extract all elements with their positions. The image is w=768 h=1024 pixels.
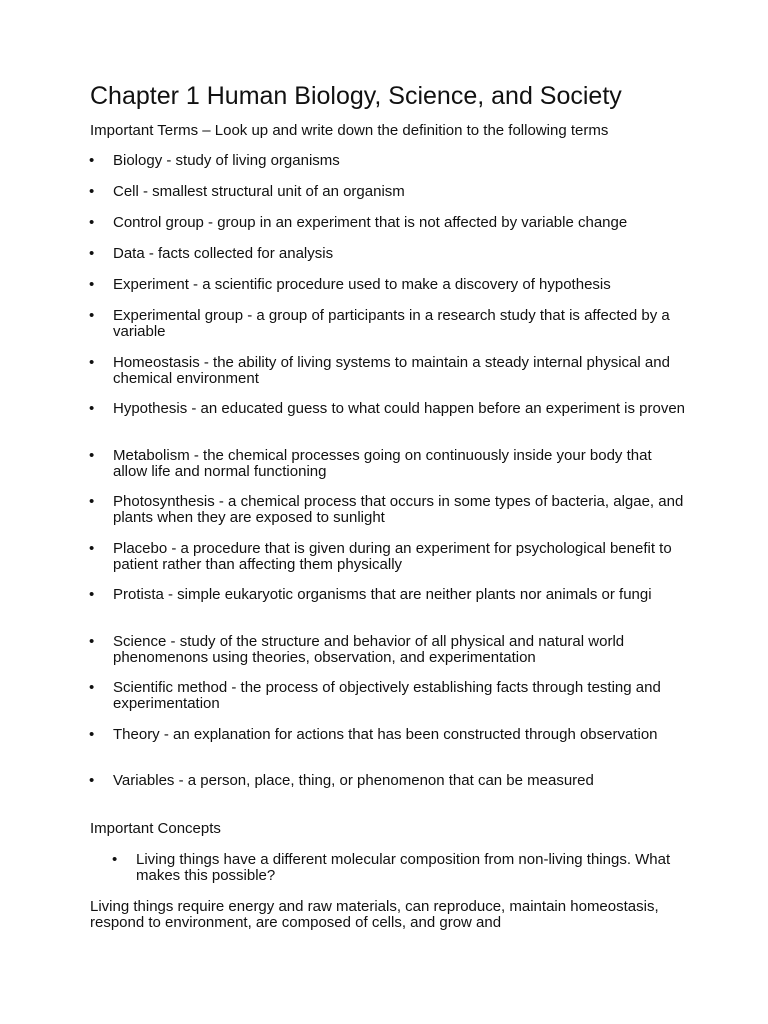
term-text: Protista - simple eukaryotic organisms that are neither plants nor animals or fungi (113, 586, 652, 603)
bullet-icon: • (89, 354, 95, 371)
bullet-icon: • (89, 400, 95, 417)
bullet-icon: • (89, 245, 95, 262)
bullet-icon: • (89, 493, 95, 510)
bullet-icon: • (89, 586, 95, 603)
term-text: Biology - study of living organisms (113, 152, 340, 169)
bullet-icon: • (89, 214, 95, 231)
bullet-icon: • (89, 679, 95, 696)
bullet-icon: • (112, 851, 118, 868)
concept-question: Living things have a different molecular composition from non-living things. What makes this possible? (136, 851, 671, 884)
answer-paragraph: Living things require energy and raw materials, can reproduce, maintain homeostasis, respond to environment, are composed of cells, and grow and (90, 898, 659, 931)
important-concepts-heading: Important Concepts (90, 820, 221, 837)
bullet-icon: • (89, 633, 95, 650)
term-text: Cell - smallest structural unit of an organism (113, 183, 405, 200)
bullet-icon: • (89, 276, 95, 293)
term-text: Homeostasis - the ability of living systems to maintain a steady internal physical and chemical environment (113, 354, 670, 387)
term-text: Theory - an explanation for actions that has been constructed through observation (113, 726, 658, 743)
bullet-icon: • (89, 447, 95, 464)
term-text: Experiment - a scientific procedure used to make a discovery of hypothesis (113, 276, 611, 293)
bullet-icon: • (89, 152, 95, 169)
bullet-icon: • (89, 772, 95, 789)
page-title: Chapter 1 Human Biology, Science, and Society (90, 82, 622, 110)
term-text: Placebo - a procedure that is given during an experiment for psychological benefit to patient rather than affecting them physically (113, 540, 672, 573)
term-text: Scientific method - the process of objectively establishing facts through testing and experimentation (113, 679, 661, 712)
term-text: Metabolism - the chemical processes going on continuously inside your body that allow life and normal functioning (113, 447, 652, 480)
term-text: Control group - group in an experiment that is not affected by variable change (113, 214, 628, 231)
important-terms-intro: Important Terms – Look up and write down the definition to the following terms (90, 122, 609, 139)
bullet-icon: • (89, 540, 95, 557)
bullet-icon: • (89, 183, 95, 200)
term-text: Hypothesis - an educated guess to what could happen before an experiment is proven (113, 400, 686, 417)
term-text: Science - study of the structure and behavior of all physical and natural world phenomenons using theories, observation, and experimentation (113, 633, 625, 666)
term-text: Data - facts collected for analysis (113, 245, 334, 262)
term-text: Photosynthesis - a chemical process that occurs in some types of bacteria, algae, and plants when they are exposed to sunlight (113, 493, 684, 526)
bullet-icon: • (89, 307, 95, 324)
term-text: Variables - a person, place, thing, or phenomenon that can be measured (113, 772, 594, 789)
bullet-icon: • (89, 726, 95, 743)
term-text: Experimental group - a group of participants in a research study that is affected by a variable (113, 307, 670, 340)
